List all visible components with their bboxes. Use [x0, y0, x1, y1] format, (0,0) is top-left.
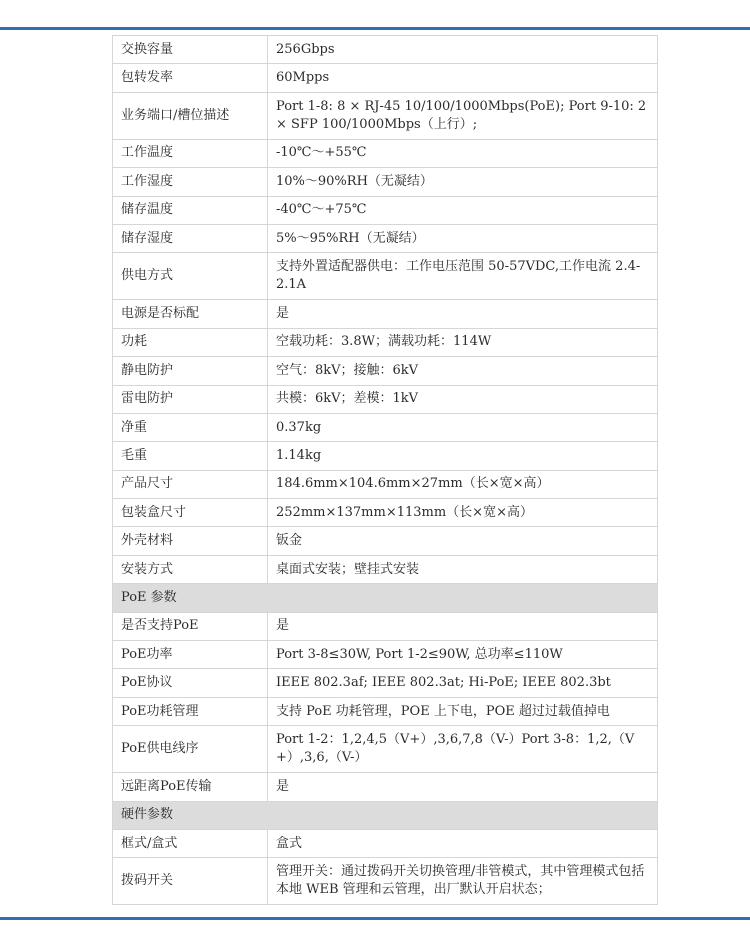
table-row: [113, 385, 658, 413]
spec-key: PoE供电线序: [113, 726, 268, 773]
table-row: [113, 92, 658, 139]
section-header-row: [113, 584, 658, 612]
spec-key: 工作湿度: [113, 168, 268, 196]
spec-key: 净重: [113, 413, 268, 441]
table-row: [113, 858, 658, 905]
spec-key: 储存湿度: [113, 224, 268, 252]
table-row: [113, 413, 658, 441]
spec-value: IEEE 802.3af; IEEE 802.3at; Hi-PoE; IEEE 802.3bt: [268, 669, 658, 697]
spec-value: 共模：6kV；差模：1kV: [268, 385, 658, 413]
spec-value: 是: [268, 612, 658, 640]
table-row: [113, 300, 658, 328]
table-row: [113, 357, 658, 385]
top-divider: [0, 27, 750, 30]
spec-value: Port 1-8: 8 × RJ-45 10/100/1000Mbps(PoE); Port 9-10: 2 × SFP 100/1000Mbps（上行）;: [268, 92, 658, 139]
spec-value: 支持 PoE 功耗管理，POE 上下电，POE 超过过载值掉电: [268, 697, 658, 725]
section-header-row: [113, 801, 658, 829]
table-row: [113, 328, 658, 356]
table-row: [113, 829, 658, 857]
spec-value: 5%～95%RH（无凝结）: [268, 224, 658, 252]
spec-key: 框式/盒式: [113, 829, 268, 857]
table-row: [113, 669, 658, 697]
table-row: [113, 499, 658, 527]
spec-key: 包装盒尺寸: [113, 499, 268, 527]
spec-value: -10℃～+55℃: [268, 139, 658, 167]
table-row: [113, 697, 658, 725]
spec-value: 管理开关：通过拨码开关切换管理/非管模式，其中管理模式包括本地 WEB 管理和云管理，出厂默认开启状态；: [268, 858, 658, 905]
spec-key: 电源是否标配: [113, 300, 268, 328]
spec-value: 184.6mm×104.6mm×27mm（长×宽×高）: [268, 470, 658, 498]
spec-value: 60Mpps: [268, 64, 658, 92]
spec-key: PoE功耗管理: [113, 697, 268, 725]
spec-key: 交换容量: [113, 36, 268, 64]
spec-value: 支持外置适配器供电：工作电压范围 50-57VDC,工作电流 2.4-2.1A: [268, 253, 658, 300]
spec-key: 毛重: [113, 442, 268, 470]
spec-key: PoE功率: [113, 641, 268, 669]
section-title: PoE 参数: [113, 584, 658, 612]
spec-table-body: [113, 36, 658, 905]
spec-key: 是否支持PoE: [113, 612, 268, 640]
table-row: [113, 527, 658, 555]
table-row: [113, 253, 658, 300]
spec-key: 产品尺寸: [113, 470, 268, 498]
table-row: [113, 726, 658, 773]
table-row: [113, 64, 658, 92]
spec-value: 256Gbps: [268, 36, 658, 64]
spec-value: 桌面式安装；壁挂式安装: [268, 555, 658, 583]
spec-key: 储存温度: [113, 196, 268, 224]
spec-value: 10%～90%RH（无凝结）: [268, 168, 658, 196]
spec-value: 是: [268, 300, 658, 328]
spec-table: [112, 35, 658, 905]
spec-value: 0.37kg: [268, 413, 658, 441]
spec-key: 外壳材料: [113, 527, 268, 555]
spec-key: PoE协议: [113, 669, 268, 697]
spec-key: 远距离PoE传输: [113, 773, 268, 801]
spec-key: 功耗: [113, 328, 268, 356]
spec-value: 盒式: [268, 829, 658, 857]
table-row: [113, 36, 658, 64]
bottom-divider: [0, 917, 750, 920]
table-row: [113, 442, 658, 470]
spec-value: 钣金: [268, 527, 658, 555]
table-row: [113, 773, 658, 801]
table-row: [113, 196, 658, 224]
table-row: [113, 224, 658, 252]
spec-key: 业务端口/槽位描述: [113, 92, 268, 139]
spec-value: 252mm×137mm×113mm（长×宽×高）: [268, 499, 658, 527]
spec-value: 空气：8kV；接触：6kV: [268, 357, 658, 385]
table-row: [113, 555, 658, 583]
table-row: [113, 641, 658, 669]
spec-key: 供电方式: [113, 253, 268, 300]
section-title: 硬件参数: [113, 801, 658, 829]
spec-value: 是: [268, 773, 658, 801]
spec-value: Port 3-8≤30W, Port 1-2≤90W, 总功率≤110W: [268, 641, 658, 669]
table-row: [113, 139, 658, 167]
spec-key: 拨码开关: [113, 858, 268, 905]
spec-key: 安装方式: [113, 555, 268, 583]
table-row: [113, 470, 658, 498]
spec-value: -40℃～+75℃: [268, 196, 658, 224]
table-row: [113, 168, 658, 196]
spec-value: Port 1-2：1,2,4,5（V+）,3,6,7,8（V-）Port 3-8：1,2,（V+）,3,6,（V-）: [268, 726, 658, 773]
table-row: [113, 612, 658, 640]
spec-key: 静电防护: [113, 357, 268, 385]
spec-value: 1.14kg: [268, 442, 658, 470]
spec-key: 雷电防护: [113, 385, 268, 413]
spec-key: 工作温度: [113, 139, 268, 167]
spec-value: 空载功耗：3.8W；满载功耗：114W: [268, 328, 658, 356]
spec-key: 包转发率: [113, 64, 268, 92]
